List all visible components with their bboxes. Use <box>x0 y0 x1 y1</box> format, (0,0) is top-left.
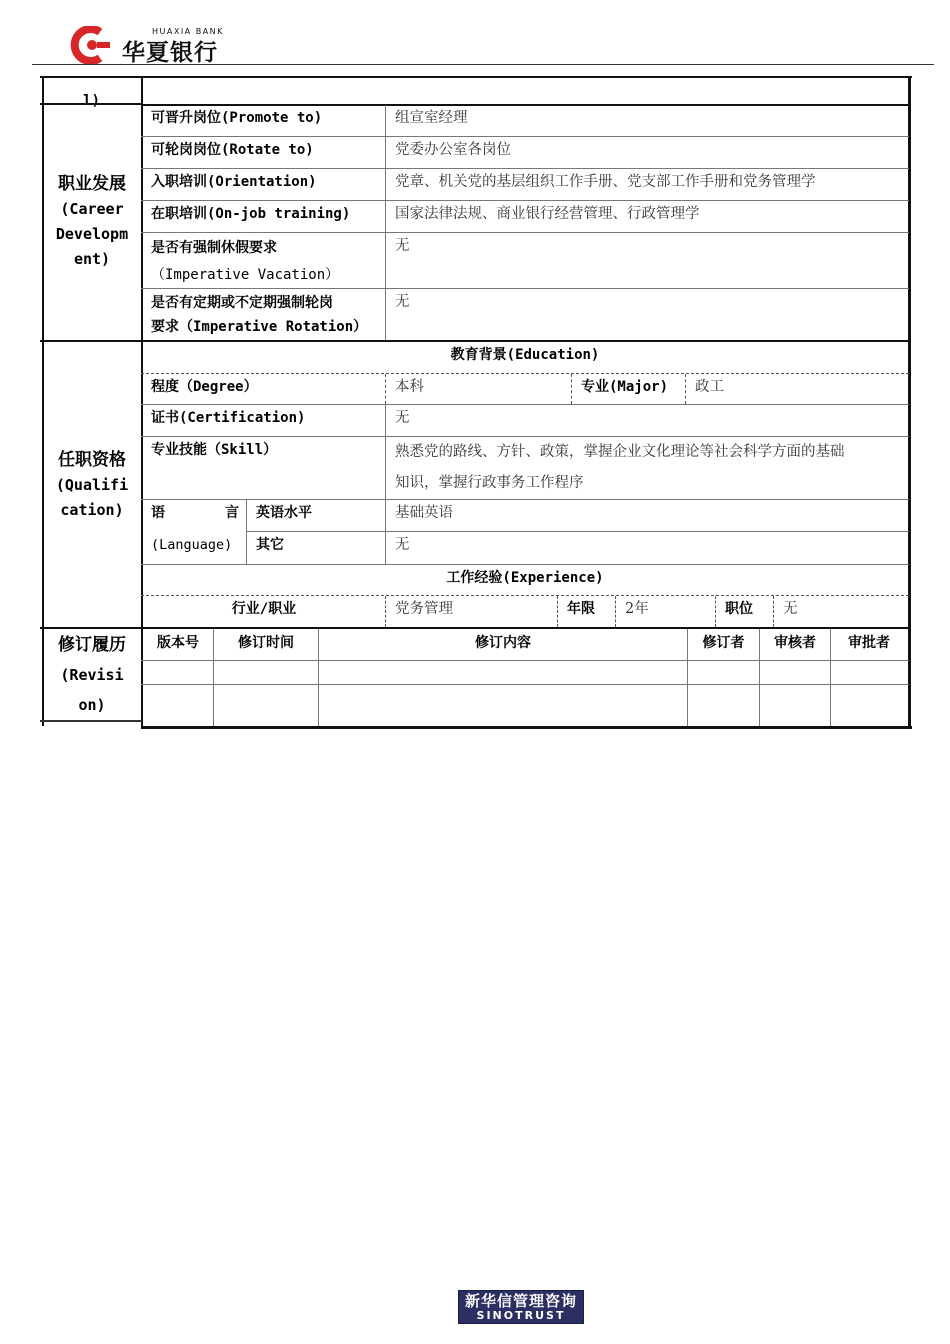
career-label-divider <box>385 105 386 341</box>
revision-section-title <box>44 630 140 720</box>
skill-label: 专业技能（Skill） <box>151 442 278 458</box>
career-title-cn: 职业发展 <box>58 174 126 194</box>
degree-value: 本科 <box>395 379 424 395</box>
qualification-label-divider <box>385 405 386 565</box>
major-label: 专业(Major) <box>581 379 669 395</box>
revision-section-top <box>40 627 910 629</box>
huaxia-bank-logo-icon <box>70 26 112 64</box>
position-value: 无 <box>783 601 798 617</box>
job-description-form <box>40 76 912 726</box>
brand-name-cn: 华夏银行 <box>122 40 218 66</box>
orientation-value: 党章、机关党的基层组织工作手册、党支部工作手册和党务管理学 <box>395 174 816 190</box>
english-level-value: 基础英语 <box>395 505 453 521</box>
cell-divider <box>246 500 247 565</box>
imperative-vacation-label-en: （Imperative Vacation） <box>151 267 340 283</box>
revision-title-bottom <box>40 720 142 722</box>
industry-value: 党务管理 <box>395 601 453 617</box>
on-job-training-label: 在职培训(On-job training) <box>151 206 351 222</box>
revision-col-approver: 审批者 <box>848 635 890 651</box>
qualification-title-en-2: cation) <box>60 501 124 519</box>
degree-label: 程度（Degree） <box>151 379 258 395</box>
career-title-en-1: (Career <box>60 200 124 218</box>
cell-divider-dashed <box>385 596 386 627</box>
revision-title-en-1: (Revisi <box>60 666 124 684</box>
skill-value-line-1: 熟悉党的路线、方针、政策，掌握企业文化理论等社会科学方面的基础 <box>395 444 845 460</box>
years-value: 2年 <box>625 601 649 617</box>
orientation-label: 入职培训(Orientation) <box>151 174 317 190</box>
rotate-to-label: 可轮岗岗位(Rotate to) <box>151 142 314 158</box>
revision-col-version: 版本号 <box>157 635 199 651</box>
promote-to-label: 可晋升岗位(Promote to) <box>151 110 323 126</box>
cell-divider-dashed <box>615 596 616 627</box>
on-job-training-value: 国家法律法规、商业银行经营管理、行政管理学 <box>395 206 700 222</box>
frame-bottom <box>141 726 912 729</box>
revision-col-content: 修订内容 <box>475 635 531 651</box>
revision-title-cn: 修订履历 <box>58 635 126 655</box>
revision-title-en-2: on) <box>78 696 106 714</box>
cell-divider-dashed <box>685 374 686 404</box>
revision-col-time: 修订时间 <box>238 635 294 651</box>
imperative-rotation-label-cn: 是否有定期或不定期强制轮岗 <box>151 295 333 311</box>
frame-top <box>40 76 912 78</box>
sinotrust-logo <box>458 1290 584 1324</box>
cell-divider-dashed <box>571 374 572 404</box>
language-label-char-1: 语 <box>151 505 165 521</box>
certification-label: 证书(Certification) <box>151 410 306 426</box>
fragment-divider <box>40 103 142 105</box>
career-section-title <box>44 172 140 272</box>
cell-divider-dashed <box>773 596 774 627</box>
qualification-title-en-1: (Qualifi <box>55 476 129 494</box>
imperative-rotation-label <box>143 289 385 341</box>
row-divider <box>141 660 909 661</box>
certification-value: 无 <box>395 410 410 426</box>
position-label: 职位 <box>725 601 753 617</box>
major-value: 政工 <box>695 379 724 395</box>
promote-to-value: 组宣室经理 <box>395 110 468 126</box>
skill-value <box>387 437 908 499</box>
language-label-char-2: 言 <box>225 505 239 521</box>
other-language-value: 无 <box>395 537 410 553</box>
cell-divider-dashed <box>385 374 386 404</box>
qualification-title-cn: 任职资格 <box>58 450 126 470</box>
revision-col-reviser: 修订者 <box>702 635 745 651</box>
language-label <box>143 500 247 532</box>
imperative-rotation-label-en: 要求（Imperative Rotation） <box>151 319 368 335</box>
career-title-en-2: Developm <box>55 225 129 243</box>
sinotrust-logo-en: SINOTRUST <box>476 1309 566 1322</box>
other-language-label: 其它 <box>256 537 284 553</box>
cell-divider-dashed <box>557 596 558 627</box>
page-header <box>0 0 950 70</box>
imperative-vacation-label <box>143 233 385 289</box>
experience-header: 工作经验(Experience) <box>446 570 604 586</box>
qualification-section-title <box>44 448 140 528</box>
header-divider <box>32 64 934 65</box>
career-title-en-3: ent) <box>73 250 111 268</box>
imperative-vacation-label-cn: 是否有强制休假要求 <box>151 240 277 256</box>
rotate-to-value: 党委办公室各岗位 <box>395 142 511 158</box>
skill-value-line-2: 知识，掌握行政事务工作程序 <box>395 475 584 491</box>
industry-label: 行业/职业 <box>231 601 297 617</box>
years-label: 年限 <box>567 601 595 617</box>
brand-name-en: HUAXIA BANK <box>152 27 224 36</box>
frame-right <box>908 76 911 728</box>
row-divider <box>141 684 909 685</box>
imperative-vacation-value: 无 <box>395 238 410 254</box>
revision-col-checker: 审核者 <box>774 635 816 651</box>
sinotrust-logo-cn: 新华信管理咨询 <box>464 1292 577 1310</box>
imperative-rotation-value: 无 <box>395 294 410 310</box>
cell-divider-dashed <box>715 596 716 627</box>
english-level-label: 英语水平 <box>256 505 312 521</box>
education-header: 教育背景(Education) <box>450 347 600 363</box>
top-fragment-text: l) <box>83 93 100 109</box>
language-label-en: (Language) <box>151 537 233 553</box>
